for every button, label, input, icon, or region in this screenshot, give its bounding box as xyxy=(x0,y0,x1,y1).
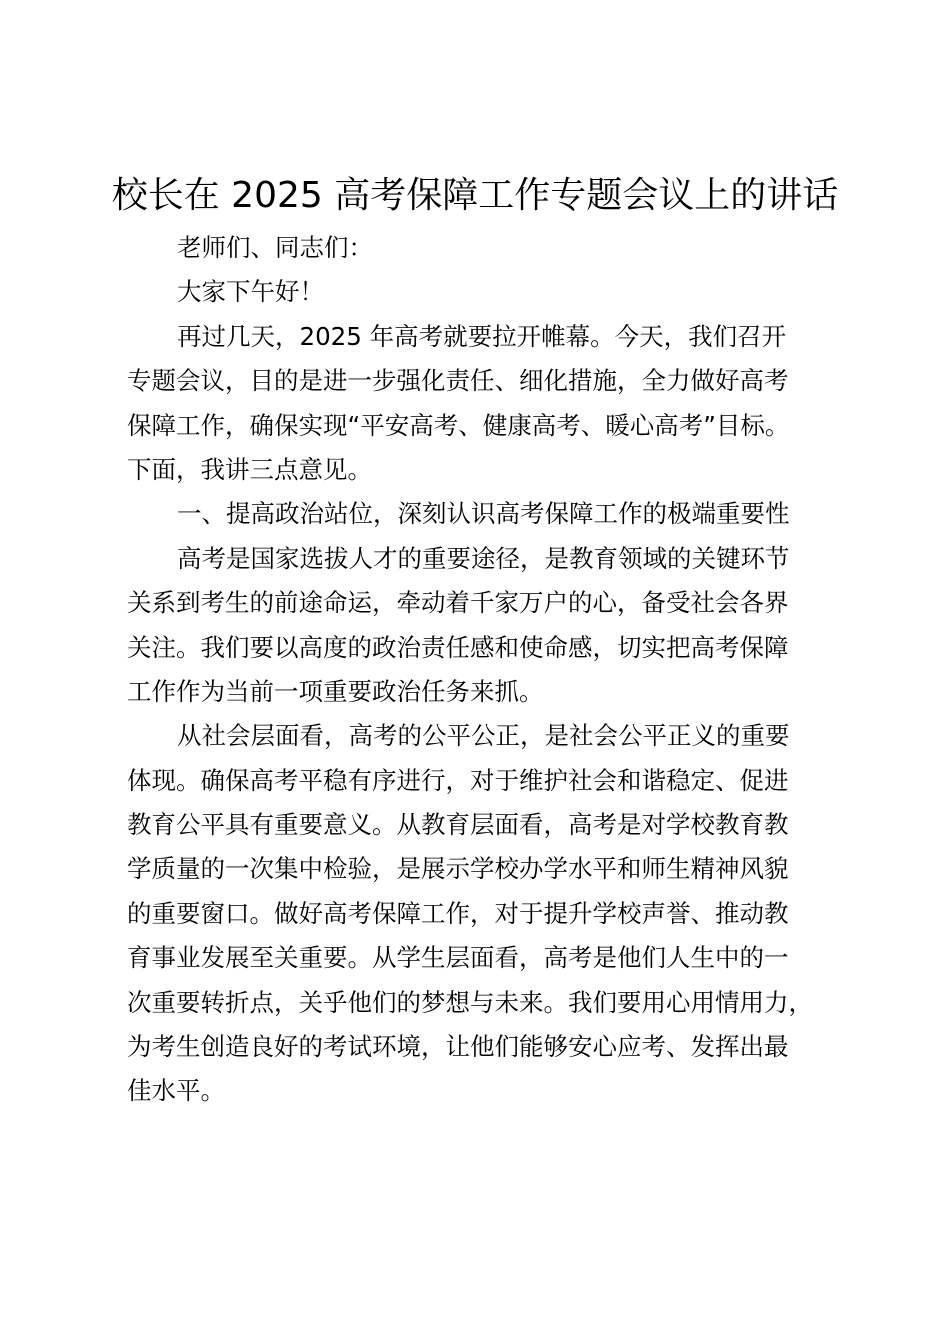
document-title: 校长在 2025 高考保障工作专题会议上的讲话 xyxy=(111,175,839,216)
paragraph-line: 的重要窗口。做好高考保障工作，对于提升学校声誉、推动教 xyxy=(127,898,789,928)
paragraph-line: 教育公平具有重要意义。从教育层面看，高考是对学校教育教 xyxy=(127,810,789,840)
paragraph-line: 从社会层面看，高考的公平公正，是社会公平正义的重要 xyxy=(177,721,790,751)
paragraph-line: 高考是国家选拔人才的重要途径，是教育领域的关键环节 xyxy=(177,543,790,573)
greeting-line: 大家下午好！ xyxy=(177,277,324,307)
section-heading: 一、提高政治站位，深刻认识高考保障工作的极端重要性 xyxy=(177,499,790,529)
paragraph-line: 育事业发展至关重要。从学生层面看，高考是他们人生中的一 xyxy=(127,943,789,973)
paragraph-line: 学质量的一次集中检验，是展示学校办学水平和师生精神风貌 xyxy=(127,854,789,884)
paragraph-line: 次重要转折点，关乎他们的梦想与未来。我们要用心用情用力， xyxy=(127,987,813,1017)
paragraph-line: 佳水平。 xyxy=(127,1076,225,1106)
salutation-line: 老师们、同志们： xyxy=(177,233,373,262)
paragraph-line: 体现。确保高考平稳有序进行，对于维护社会和谐稳定、促进 xyxy=(127,765,789,795)
paragraph-line: 关注。我们要以高度的政治责任感和使命感，切实把高考保障 xyxy=(127,632,789,662)
paragraph-intro-line: 保障工作，确保实现“平安高考、健康高考、暖心高考”目标。 xyxy=(127,410,790,440)
paragraph-line: 为考生创造良好的考试环境，让他们能够安心应考、发挥出最 xyxy=(127,1032,789,1062)
paragraph-intro-line: 再过几天，2025 年高考就要拉开帷幕。今天，我们召开 xyxy=(177,321,787,351)
paragraph-line: 关系到考生的前途命运，牵动着千家万户的心，备受社会各界 xyxy=(127,588,789,618)
paragraph-intro-line: 专题会议，目的是进一步强化责任、细化措施，全力做好高考 xyxy=(127,366,789,396)
document-body xyxy=(127,226,857,1114)
paragraph-intro-line: 下面，我讲三点意见。 xyxy=(127,454,372,484)
paragraph-line: 工作作为当前一项重要政治任务来抓。 xyxy=(127,676,544,706)
